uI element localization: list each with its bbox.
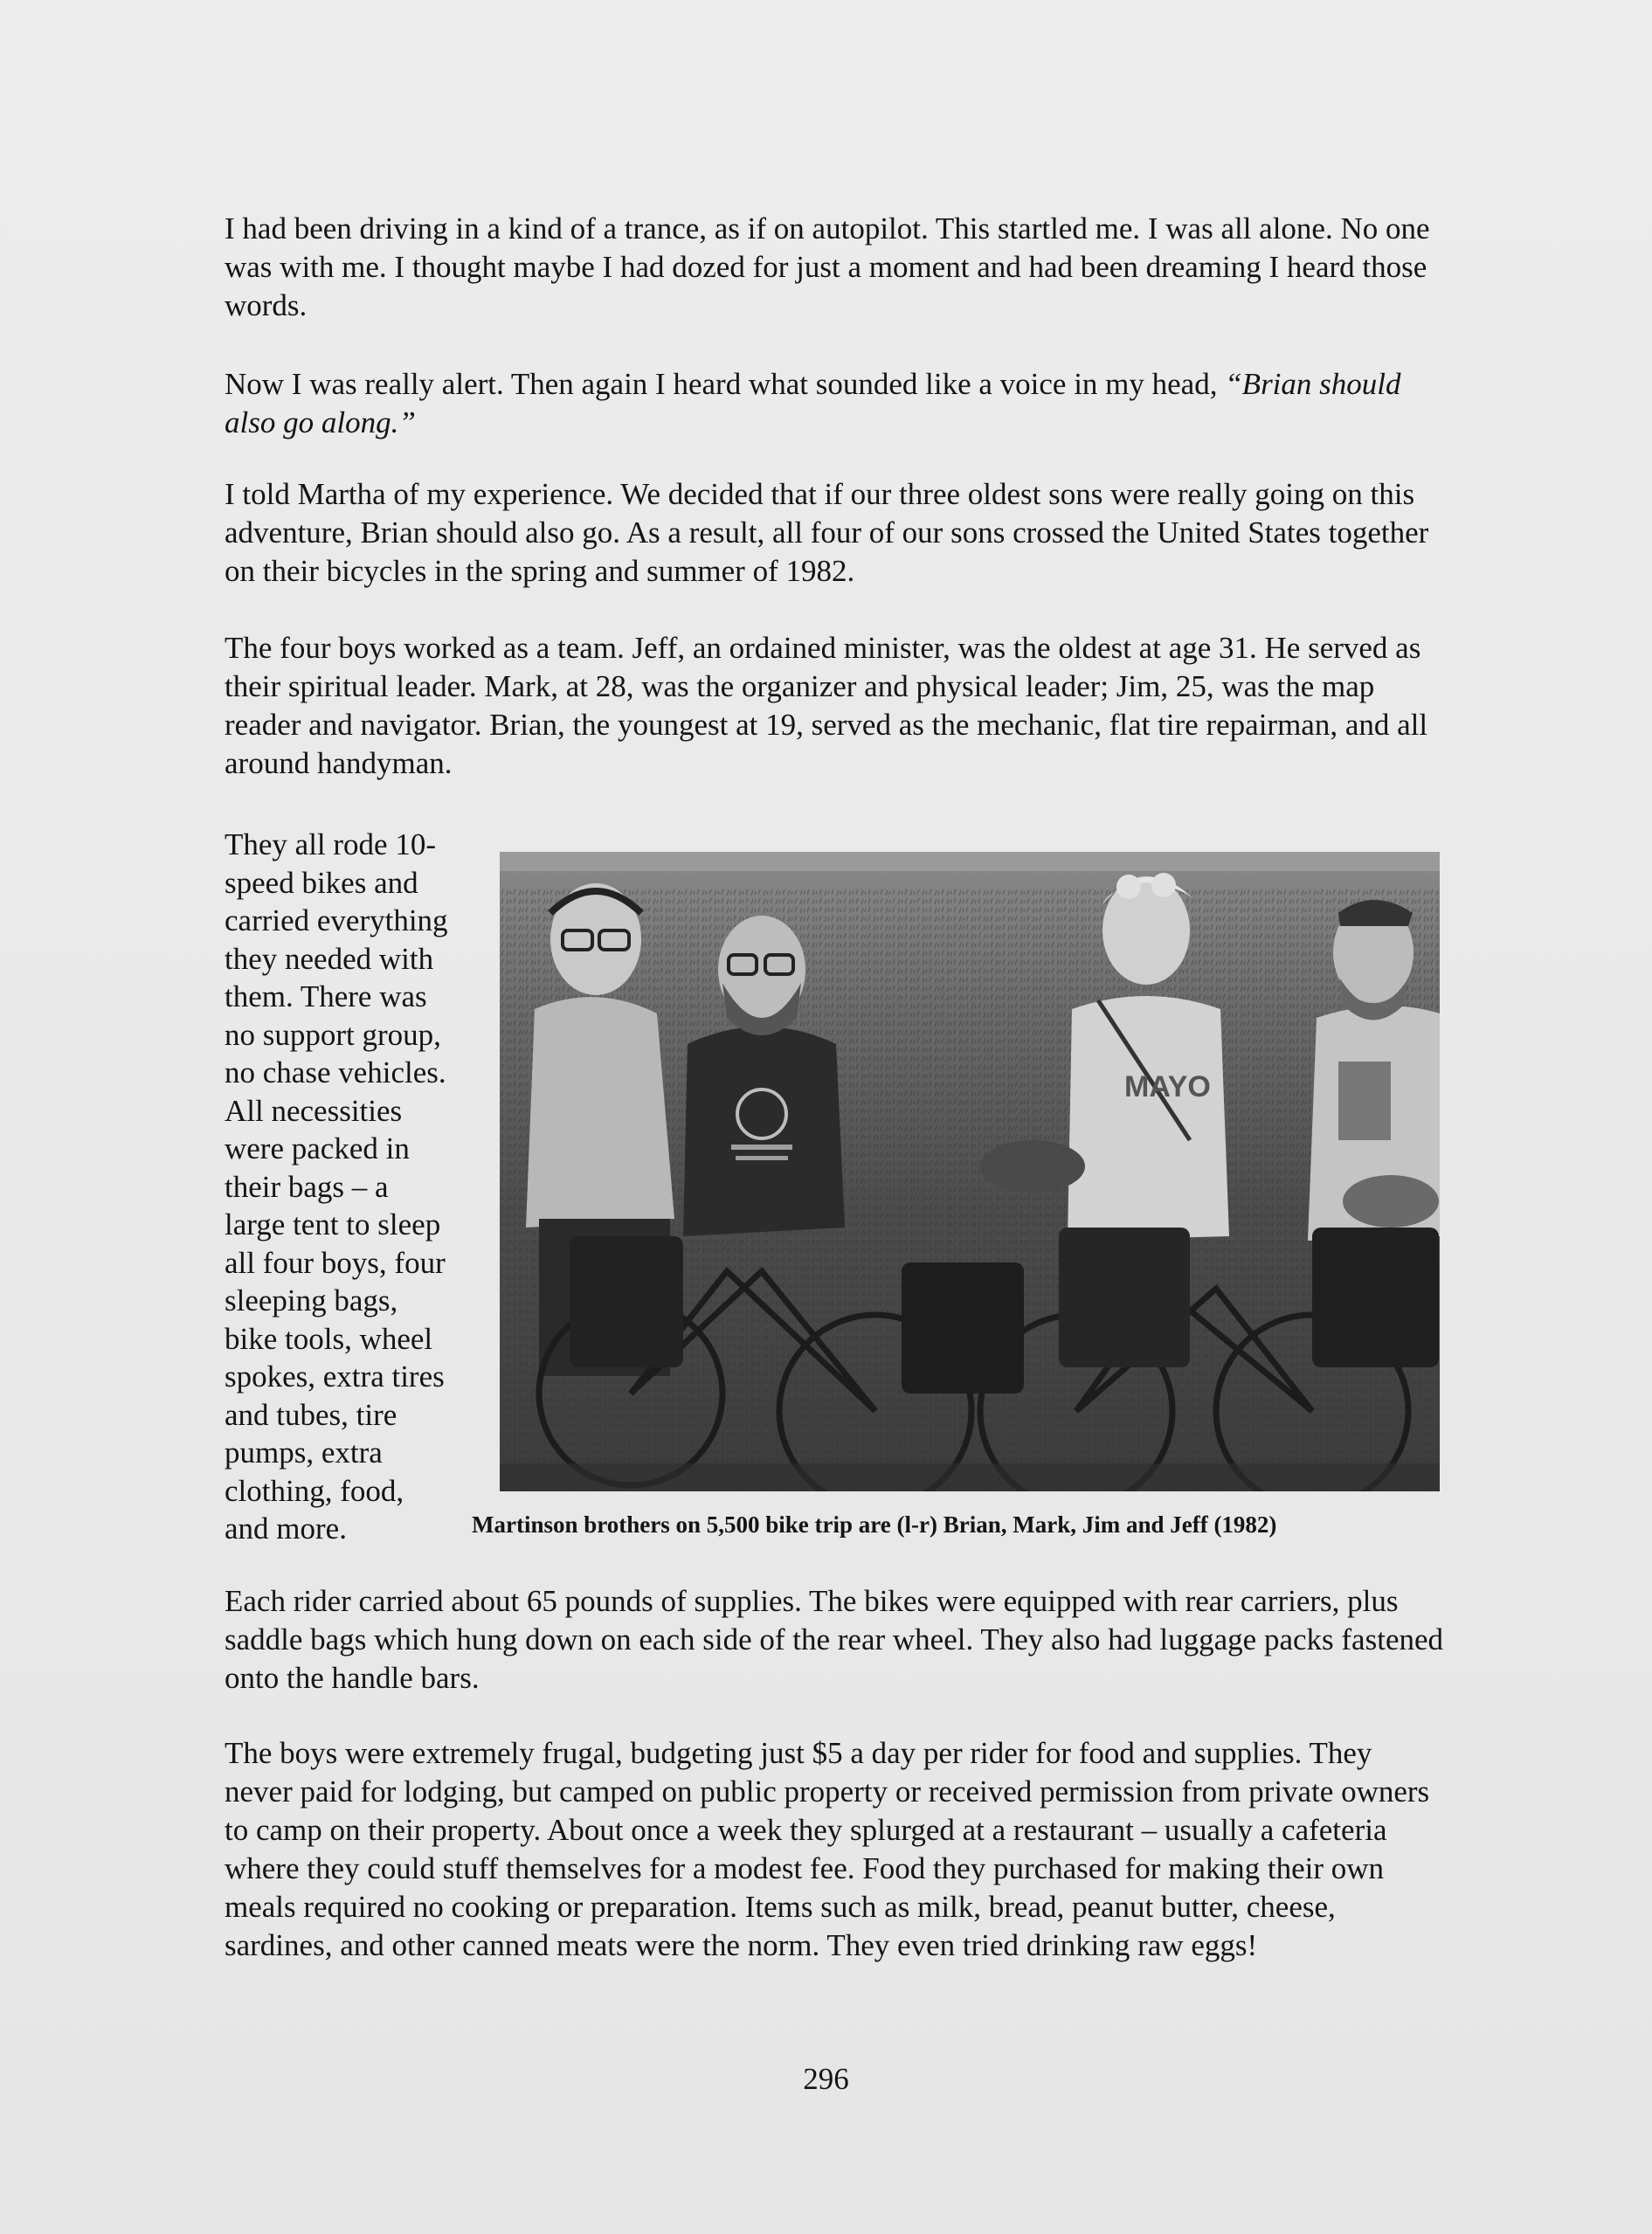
- side-line: they needed with: [225, 941, 434, 976]
- shirt-print: MAYO: [1124, 1070, 1211, 1103]
- paragraph-5: [225, 1582, 1443, 1698]
- paragraph-6-text: The boys were extremely frugal, budgeting just $5 a day per rider for food and supplies. They never paid for lodging, but camped on public property or received permission from private owners to camp on their property. About once a week they splurged at a restaurant – usually a cafeteria where they could stuff themselves for a modest fee. Food they purchased for making their own meals required no cooking or preparation. Items such as milk, bread, peanut butter, cheese, sardines, and other canned meats were the norm. They even tried drinking raw eggs!: [225, 1736, 1430, 1962]
- paragraph-6: [225, 1734, 1443, 1965]
- paragraph-4: [225, 629, 1443, 783]
- paragraph-5-text: Each rider carried about 65 pounds of supplies. The bikes were equipped with rear carriers, plus saddle bags which hung down on each side of the rear wheel. They also had luggage packs fastened onto the handle bars.: [225, 1584, 1444, 1695]
- side-line: spokes, extra tires: [225, 1359, 445, 1394]
- side-line: large tent to sleep: [225, 1207, 441, 1241]
- paragraph-4-text: The four boys worked as a team. Jeff, an ordained minister, was the oldest at age 31. He served as their spiritual leader. Mark, at 28, was the organizer and physical leader; Jim, 25, was the map reader and navigator. Brian, the youngest at 19, served as the mechanic, flat tire repairman, and all around handyman.: [225, 631, 1428, 780]
- side-line: pumps, extra: [225, 1435, 383, 1470]
- page-number: 296: [803, 2062, 849, 2096]
- side-line: sleeping bags,: [225, 1283, 398, 1318]
- side-line: no support group,: [225, 1017, 441, 1052]
- side-line: All necessities: [225, 1093, 403, 1128]
- side-line: clothing, food,: [225, 1473, 404, 1508]
- paragraph-2-text: Now I was really alert. Then again I heard what sounded like a voice in my head,: [225, 367, 1226, 401]
- side-line: and more.: [225, 1511, 347, 1546]
- side-line: were packed in: [225, 1131, 410, 1165]
- side-line: them. There was: [225, 979, 427, 1013]
- paragraph-3-text: I told Martha of my experience. We decided that if our three oldest sons were really going on this adventure, Brian should also go. As a result, all four of our sons crossed the United States together on their bicycles in the spring and summer of 1982.: [225, 477, 1429, 588]
- side-line: no chase vehicles.: [225, 1055, 446, 1089]
- side-line: speed bikes and: [225, 865, 418, 900]
- side-line: bike tools, wheel: [225, 1321, 433, 1356]
- side-line: all four boys, four: [225, 1245, 446, 1280]
- brothers-photo: [500, 852, 1440, 1491]
- paragraph-1: [225, 210, 1443, 325]
- photo-side-text: [225, 826, 504, 1548]
- quoted-voice: “Brian should also go along.”: [225, 367, 1401, 439]
- side-line: They all rode 10-: [225, 827, 436, 861]
- paragraph-3: [225, 475, 1443, 591]
- side-line: their bags – a: [225, 1169, 389, 1204]
- side-line: carried everything: [225, 903, 448, 937]
- paragraph-2: [225, 365, 1443, 442]
- paragraph-1-text: I had been driving in a kind of a trance, as if on autopilot. This startled me. I was all alone. No one was with me. I thought maybe I had dozed for just a moment and had been dreaming I heard those words.: [225, 211, 1430, 322]
- photo-caption: Martinson brothers on 5,500 bike trip are (l-r) Brian, Mark, Jim and Jeff (1982): [472, 1511, 1277, 1538]
- side-line: and tubes, tire: [225, 1397, 397, 1432]
- photo-illustration: [500, 852, 1440, 1491]
